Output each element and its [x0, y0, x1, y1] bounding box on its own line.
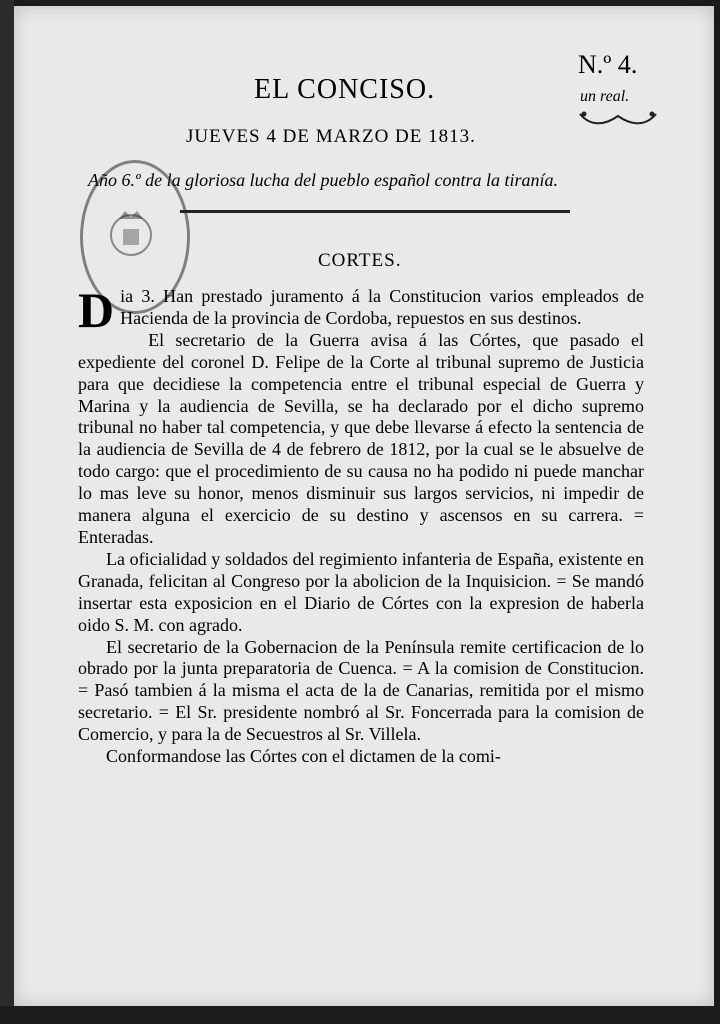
flourish-ornament	[578, 108, 658, 130]
issue-number: N.º 4.	[578, 50, 638, 79]
paragraph-3: La oficialidad y soldados del regimiento infanteria de España, existente en Granada, felicitan al Congreso por la abolicion de la Inquisicion. = Se mandó insertar esta exposicion en el Diario de Córtes con la expresion de haberla oido S. M. con agrado.	[78, 548, 644, 635]
newspaper-title: EL CONCISO.	[254, 74, 436, 105]
section-heading: CORTES.	[318, 250, 402, 271]
paragraph-1	[78, 282, 644, 338]
issue-price: un real.	[580, 88, 630, 105]
scan-left-edge	[0, 0, 14, 1024]
paragraph-5: Conformandose las Córtes con el dictamen de la comi-	[106, 746, 501, 767]
header-divider	[180, 210, 570, 213]
paragraph-1-text: ia 3. Han prestado juramento á la Constitucion varios empleados de Hacienda de la provincia de Cordoba, repuestos en sus destinos.	[120, 286, 644, 328]
scan-bottom-edge	[0, 1006, 720, 1024]
paragraph-2: El secretario de la Guerra avisa á las Córtes, que pasado el expediente del coronel D. Felipe de la Corte al tribunal supremo de Justicia para que decidiese la competencia entre el tribunal especial de Guerra y Marina y la audiencia de Sevilla, se ha declarado por el dicho supremo tribunal no haber tal competencia, y que debe llevarse á efecto la sentencia de la audiencia de Sevilla de 4 de febrero de 1812, por la cual se le absuelve de todo cargo: que el procedimiento de su causa no ha podido ni puede manchar lo mas leve su honor, menos disminuir sus largos servicios, ni impedir de manera alguna el exercicio de su destino y ascensos en su carrera. = Enteradas.	[78, 329, 644, 547]
drop-cap: D	[78, 282, 115, 338]
year-of-struggle-line: Año 6.º de la gloriosa lucha del pueblo español contra la tiranía.	[88, 170, 559, 190]
article-body	[78, 282, 644, 768]
issue-date: JUEVES 4 DE MARZO DE 1813.	[186, 126, 476, 147]
paragraph-4: El secretario de la Gobernacion de la Península remite certificacion de lo obrado por la junta preparatoria de Cuenca. = A la comision de Constitucion. = Pasó tambien á la misma el acta de la de Canarias, remitida por el mismo secretario. = El Sr. presidente nombró al Sr. Foncerrada para la comision de Comercio, y para la de Secuestros al Sr. Villela.	[78, 636, 644, 745]
